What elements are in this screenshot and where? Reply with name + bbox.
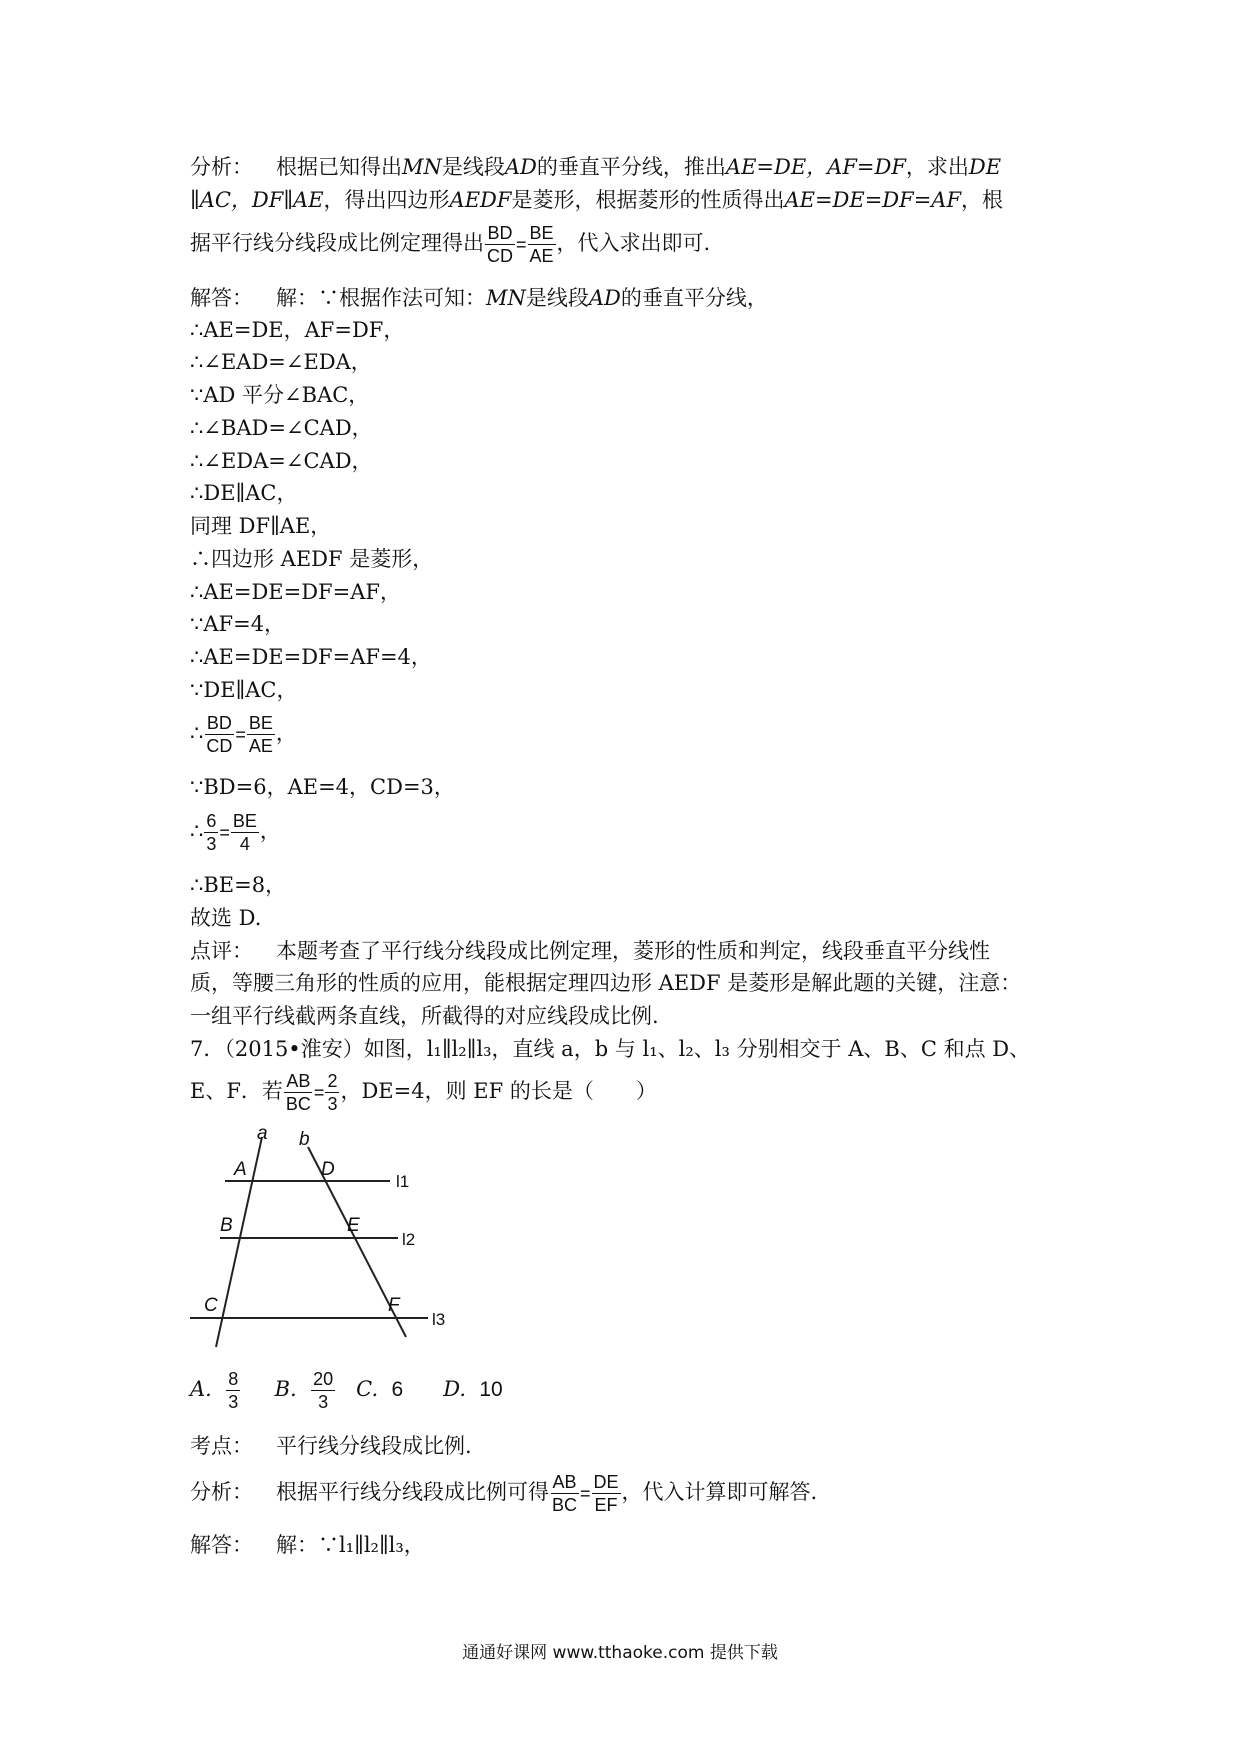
solution-step: ∴∠EDA=∠CAD， (190, 449, 373, 473)
analysis-2: 分析： 根据平行线分线段成比例可得 $\frac{AB}{BC}$ = $\frac{DE}{EF}$ ，代入计算即可解答. (190, 1472, 818, 1515)
point-f: F (388, 1295, 400, 1316)
comment-line-2: 质，等腰三角形的性质的应用，能根据定理四边形 AEDF 是菱形是解此题的关键，注意： (190, 971, 1022, 995)
knowledge-point: 考点： 平行线分线段成比例. (190, 1431, 472, 1461)
option-c[interactable]: C. 6 (356, 1377, 404, 1401)
label-l1: l1 (396, 1172, 410, 1191)
option-b[interactable]: B. $\frac{20}{3}$ (274, 1369, 334, 1412)
label-a: a (257, 1125, 268, 1144)
solution-2: 解答： 解：∵l₁∥l₂∥l₃， (190, 1533, 425, 1557)
solution-step: 故选 D. (190, 906, 262, 930)
answer-options (190, 1368, 503, 1413)
analysis-line-1: 分析： 根据已知得出MN是线段AD的垂直平分线，推出AE=DE，AF=DF，求出DE (190, 152, 1001, 182)
fraction-bd-cd: $\frac{BD}{CD}$ (487, 223, 513, 266)
parallel-lines-figure (180, 1125, 470, 1355)
analysis-line-2: ∥AC，DF∥AE，得出四边形AEDF是菱形，根据菱形的性质得出AE=DE=DF=AF，根 (190, 188, 1004, 212)
solution-step: 同理 DF∥AE， (190, 514, 332, 538)
point-d: D (321, 1159, 335, 1180)
label-l2: l2 (402, 1230, 416, 1249)
label-b: b (299, 1129, 310, 1150)
comment-line-1: 点评： 本题考查了平行线分线段成比例定理，菱形的性质和判定，线段垂直平分线性 (190, 936, 990, 966)
question-line-1: 7．（2015•淮安）如图，l₁∥l₂∥l₃，直线 a，b 与 l₁、l₂、l₃ 分别相交于 A、B、C 和点 D、 (190, 1037, 1031, 1061)
solution-step: ∴AE=DE，AF=DF， (190, 318, 405, 342)
solution-step: ∵AD 平分∠BAC， (190, 383, 370, 407)
option-d[interactable]: D. 10 (443, 1377, 503, 1401)
knowledge-label: 考点： (190, 1434, 253, 1458)
solution-step: ∵BD=6，AE=4，CD=3， (190, 775, 455, 799)
analysis-label: 分析： (190, 155, 253, 179)
solution-step: ∴∠BAD=∠CAD， (190, 416, 373, 440)
solution-step-fraction: ∴ $\frac{6}{3}$ = $\frac{BE}{4}$ ， (190, 811, 281, 854)
solution-step: ∴DE∥AC， (190, 481, 298, 505)
solution-step-fraction: ∴ $\frac{BD}{CD}$ = $\frac{BE}{AE}$ ， (190, 713, 297, 756)
solution-step: ∵DE∥AC， (190, 678, 298, 702)
point-a: A (234, 1159, 247, 1180)
point-c: C (204, 1295, 218, 1316)
point-e: E (347, 1215, 360, 1236)
comment-line-3: 一组平行线截两条直线，所截得的对应线段成比例. (190, 1004, 659, 1028)
solution-step: ∴AE=DE=DF=AF， (190, 580, 401, 604)
comment-label: 点评： (190, 939, 253, 963)
solution-step: ∵AF=4， (190, 612, 286, 636)
solution-step: ∴BE=8， (190, 873, 287, 897)
fraction-be-ae: $\frac{BE}{AE}$ (529, 223, 554, 266)
solution-head: 解答： 解：∵根据作法可知：MN是线段AD的垂直平分线， (190, 283, 768, 313)
question-line-2: E、F．若 $\frac{AB}{BC}$ = $\frac{2}{3}$ ，DE=4，则 EF 的长是（ ） (190, 1071, 657, 1114)
label-l3: l3 (432, 1310, 446, 1329)
point-b: B (220, 1215, 233, 1236)
solution-step: ∴AE=DE=DF=AF=4， (190, 645, 432, 669)
option-a[interactable]: A. $\frac{8}{3}$ (190, 1369, 239, 1412)
solution-step: ∴∠EAD=∠EDA， (190, 350, 372, 374)
page-footer: 通通好课网 www.tthaoke.com 提供下载 (462, 1643, 778, 1663)
analysis-line-3: 据平行线分线段成比例定理得出 $\frac{BD}{CD}$ = $\frac{BE}{AE}$ ，代入求出即可. (190, 223, 711, 266)
solution-label: 解答： (190, 286, 253, 310)
solution-step: ∴四边形 AEDF 是菱形， (190, 547, 434, 571)
